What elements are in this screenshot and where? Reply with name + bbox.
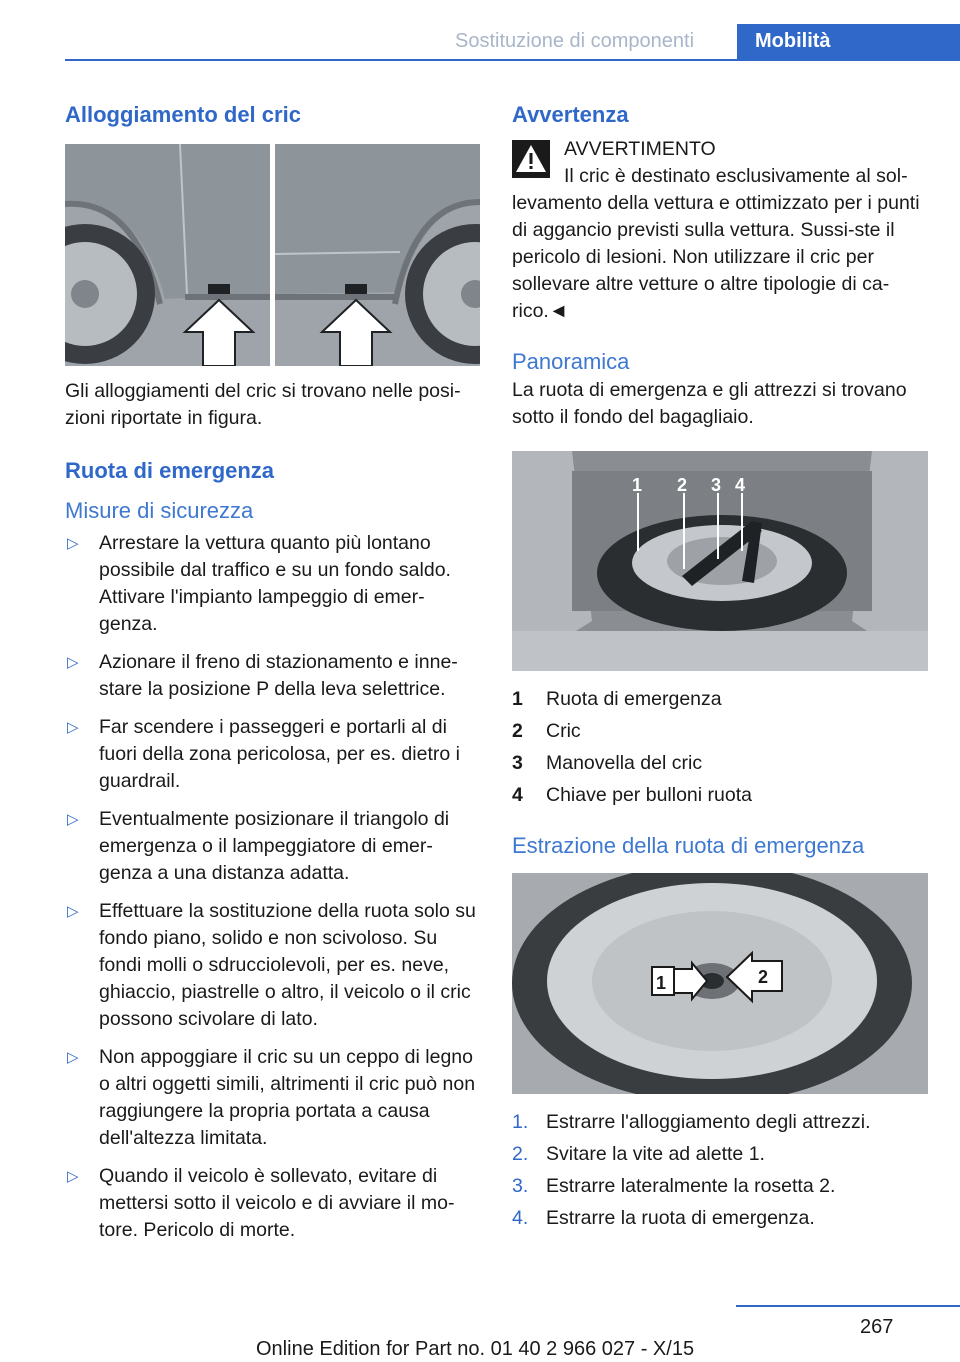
- extract-steps: [512, 1106, 928, 1234]
- wheel-figure: [512, 873, 928, 1094]
- jack-caption: Gli alloggiamenti del cric si trovano nelle posi-zioni riportate in figura.: [65, 380, 461, 429]
- right-column: [512, 100, 928, 1234]
- edition-note: Online Edition for Part no. 01 40 2 966 027 - X/15: [256, 1338, 695, 1360]
- footer-rule: [736, 1305, 960, 1307]
- list-item: 4. Estrarre la ruota di emergenza.: [512, 1207, 815, 1229]
- jack-points-illustration: [65, 144, 480, 366]
- warning-block: [512, 136, 928, 325]
- list-item: ▷ Effettuare la sostituzione della ruota solo su fondo piano, solido e non scivoloso. Su fondi molli o sdrucciolevoli, per es. neve, ghiaccio, piastrelle o altro, il veicolo o il cric possono scivolare di lato.: [67, 900, 476, 1030]
- wheel-label-2: 2: [758, 967, 769, 987]
- safety-heading: Misure di sicurezza: [65, 498, 254, 523]
- jack-heading: Alloggiamento del cric: [65, 102, 301, 127]
- list-item: ▷ Arrestare la vettura quanto più lontano possibile dal traffico e su un fondo saldo. Attivare l'impianto lampeggio di emer-genza.: [67, 532, 451, 635]
- legend-item: 1 Ruota di emergenza: [512, 688, 722, 710]
- warning-text: levamento della vettura e ottimizzato per i punti di aggancio previsti sulla vettura. Sussi-ste il pericolo di lesioni. Non utilizzare il cric per sollevare altre vetture o altre tipologie di ca-rico.◄: [512, 192, 920, 322]
- trunk-label-3: 3: [711, 475, 722, 495]
- warning-title: AVVERTIMENTO: [564, 138, 716, 160]
- wheel-illustration: [512, 873, 928, 1094]
- page-header: [65, 24, 960, 61]
- triangle-bullet-icon: ▷: [67, 903, 79, 920]
- trunk-figure: [512, 451, 928, 671]
- list-item: 1. Estrarre l'alloggiamento degli attrezzi.: [512, 1111, 871, 1133]
- triangle-bullet-icon: ▷: [67, 1168, 79, 1185]
- warning-icon: [512, 140, 550, 178]
- section-title: Sostituzione di componenti: [455, 30, 695, 52]
- overview-heading: Panoramica: [512, 349, 630, 374]
- triangle-bullet-icon: ▷: [67, 1049, 79, 1066]
- left-column: [65, 100, 480, 1255]
- list-item: ▷ Quando il veicolo è sollevato, evitare di mettersi sotto il veicolo e di avviare il mo-tore. Pericolo di morte.: [67, 1165, 455, 1241]
- warning-text-first: Il cric è destinato esclusivamente al sol-: [564, 165, 908, 187]
- list-item: ▷ Eventualmente posizionare il triangolo di emergenza o il lampeggiatore di emer-genza a una distanza adatta.: [67, 808, 450, 884]
- trunk-label-4: 4: [735, 475, 746, 495]
- list-item: 2. Svitare la vite ad alette 1.: [512, 1143, 765, 1165]
- chapter-tab: Mobilità: [737, 24, 960, 61]
- triangle-bullet-icon: ▷: [67, 535, 79, 552]
- trunk-legend: [512, 683, 928, 811]
- triangle-bullet-icon: ▷: [67, 719, 79, 736]
- triangle-bullet-icon: ▷: [67, 654, 79, 671]
- legend-item: 4 Chiave per bulloni ruota: [512, 784, 752, 806]
- trunk-label-1: 1: [632, 475, 643, 495]
- safety-list: [65, 530, 480, 1244]
- trunk-label-2: 2: [677, 475, 688, 495]
- jack-points-figure: [65, 144, 480, 366]
- extract-heading: Estrazione della ruota di emergenza: [512, 833, 865, 858]
- list-item: ▷ Azionare il freno di stazionamento e inne-stare la posizione P della leva selettrice.: [67, 651, 458, 700]
- page-number: 267: [860, 1316, 894, 1338]
- list-item: ▷ Far scendere i passeggeri e portarli al di fuori della zona pericolosa, per es. dietro i guardrail.: [67, 716, 460, 792]
- legend-item: 3 Manovella del cric: [512, 752, 703, 774]
- trunk-illustration: [512, 451, 928, 671]
- warning-heading: Avvertenza: [512, 102, 629, 127]
- list-item: ▷ Non appoggiare il cric su un ceppo di legno o altri oggetti simili, altrimenti il cric può non raggiungere la propria portata a causa dell'altezza limitata.: [67, 1046, 476, 1149]
- triangle-bullet-icon: ▷: [67, 811, 79, 828]
- list-item: 3. Estrarre lateralmente la rosetta 2.: [512, 1175, 836, 1197]
- legend-item: 2 Cric: [512, 720, 581, 742]
- overview-text: La ruota di emergenza e gli attrezzi si trovano sotto il fondo del bagagliaio.: [512, 379, 907, 428]
- wheel-label-1: 1: [656, 973, 667, 993]
- spare-wheel-heading: Ruota di emergenza: [65, 458, 275, 483]
